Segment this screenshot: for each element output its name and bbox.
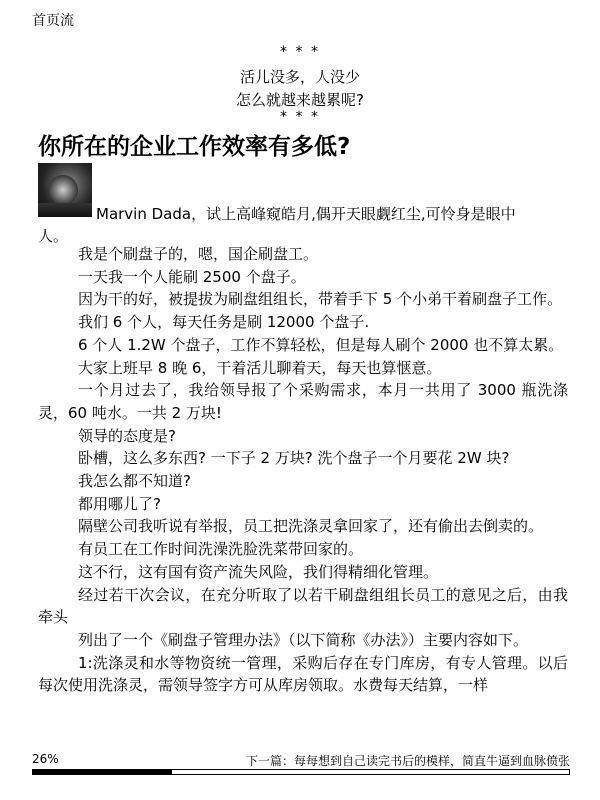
article-paragraph: 我是个刷盘子的，嗯，国企刷盘工。 [78,245,319,263]
subtitle-line-2: 怎么就越来越累呢? [236,91,364,109]
article-paragraph: 列出了一个《刷盘子管理办法》（以下简称《办法》）主要内容如下。 [78,630,529,649]
article-paragraph: 我们 6 个人，每天任务是刷 12000 个盘子. [78,313,370,332]
article-paragraph: 都用哪儿了? [78,494,161,513]
article-paragraph: 因为干的好，被提拔为刷盘组组长，带着手下 5 个小弟干着刷盘子工作。 [78,290,563,309]
article-paragraph: 一天我一个人能刷 2500 个盘子。 [78,267,306,286]
article-paragraph: 我怎么都不知道? [78,472,191,491]
article-paragraph: 卧槽，这么多东西? 一下子 2 万块? 洗个盘子一个月要花 2W 块? [78,449,510,468]
article-paragraph: 6 个人 1.2W 个盘子，工作不算轻松，但是每人刷个 2000 也不算太累。 [78,335,564,354]
author-avatar[interactable] [38,163,92,217]
separator-stars-bottom: * * * [280,109,320,125]
separator-stars-top: * * * [280,44,320,60]
author-byline[interactable]: Marvin Dada，试上高峰窥皓月,偶开天眼觑红尘,可怜身是眼中 [96,205,516,223]
article-body [38,243,568,697]
article-paragraph: 经过若干次会议，在充分听取了以若干刷盘组组长员工的意见之后，由我牵头 [38,585,568,627]
subtitle-line-1: 活儿没多，人没少 [239,68,360,86]
article-paragraph: 1:洗涤灵和水等物资统一管理，采购后存在专门库房，有专人管理。以后每次使用洗涤灵，需领导签字方可从库房领取。水费每天结算，一样 [38,653,568,695]
article-paragraph: 大家上班早 8 晚 6，干着活儿聊着天，每天也算惬意。 [78,358,442,377]
app-title: 首页流 [32,13,74,29]
article-paragraph: 有员工在工作时间洗澡洗脸洗菜带回家的。 [78,540,364,559]
next-article-link[interactable]: 下一篇：每每想到自己读完书后的模样，简直牛逼到血脉偾张 [245,754,570,768]
reading-progress-fill [33,770,172,774]
reading-progress-label: 26% [32,752,59,766]
article-paragraph: 隔壁公司我听说有举报，员工把洗涤灵拿回家了，还有偷出去倒卖的。 [78,517,544,536]
author-byline-continued: 人。 [38,227,69,245]
article-paragraph: 一个月过去了，我给领导报了个采购需求，本月一共用了 3000 瓶洗涤灵，60 吨水。一共 2 万块! [38,381,568,422]
article-paragraph: 领导的态度是? [78,426,176,445]
reader-footer [32,752,570,776]
reading-progress-bar[interactable] [32,769,570,775]
article-paragraph: 这不行，这有国有资产流失风险，我们得精细化管理。 [78,562,439,581]
article-title: 你所在的企业工作效率有多低? [38,134,351,160]
